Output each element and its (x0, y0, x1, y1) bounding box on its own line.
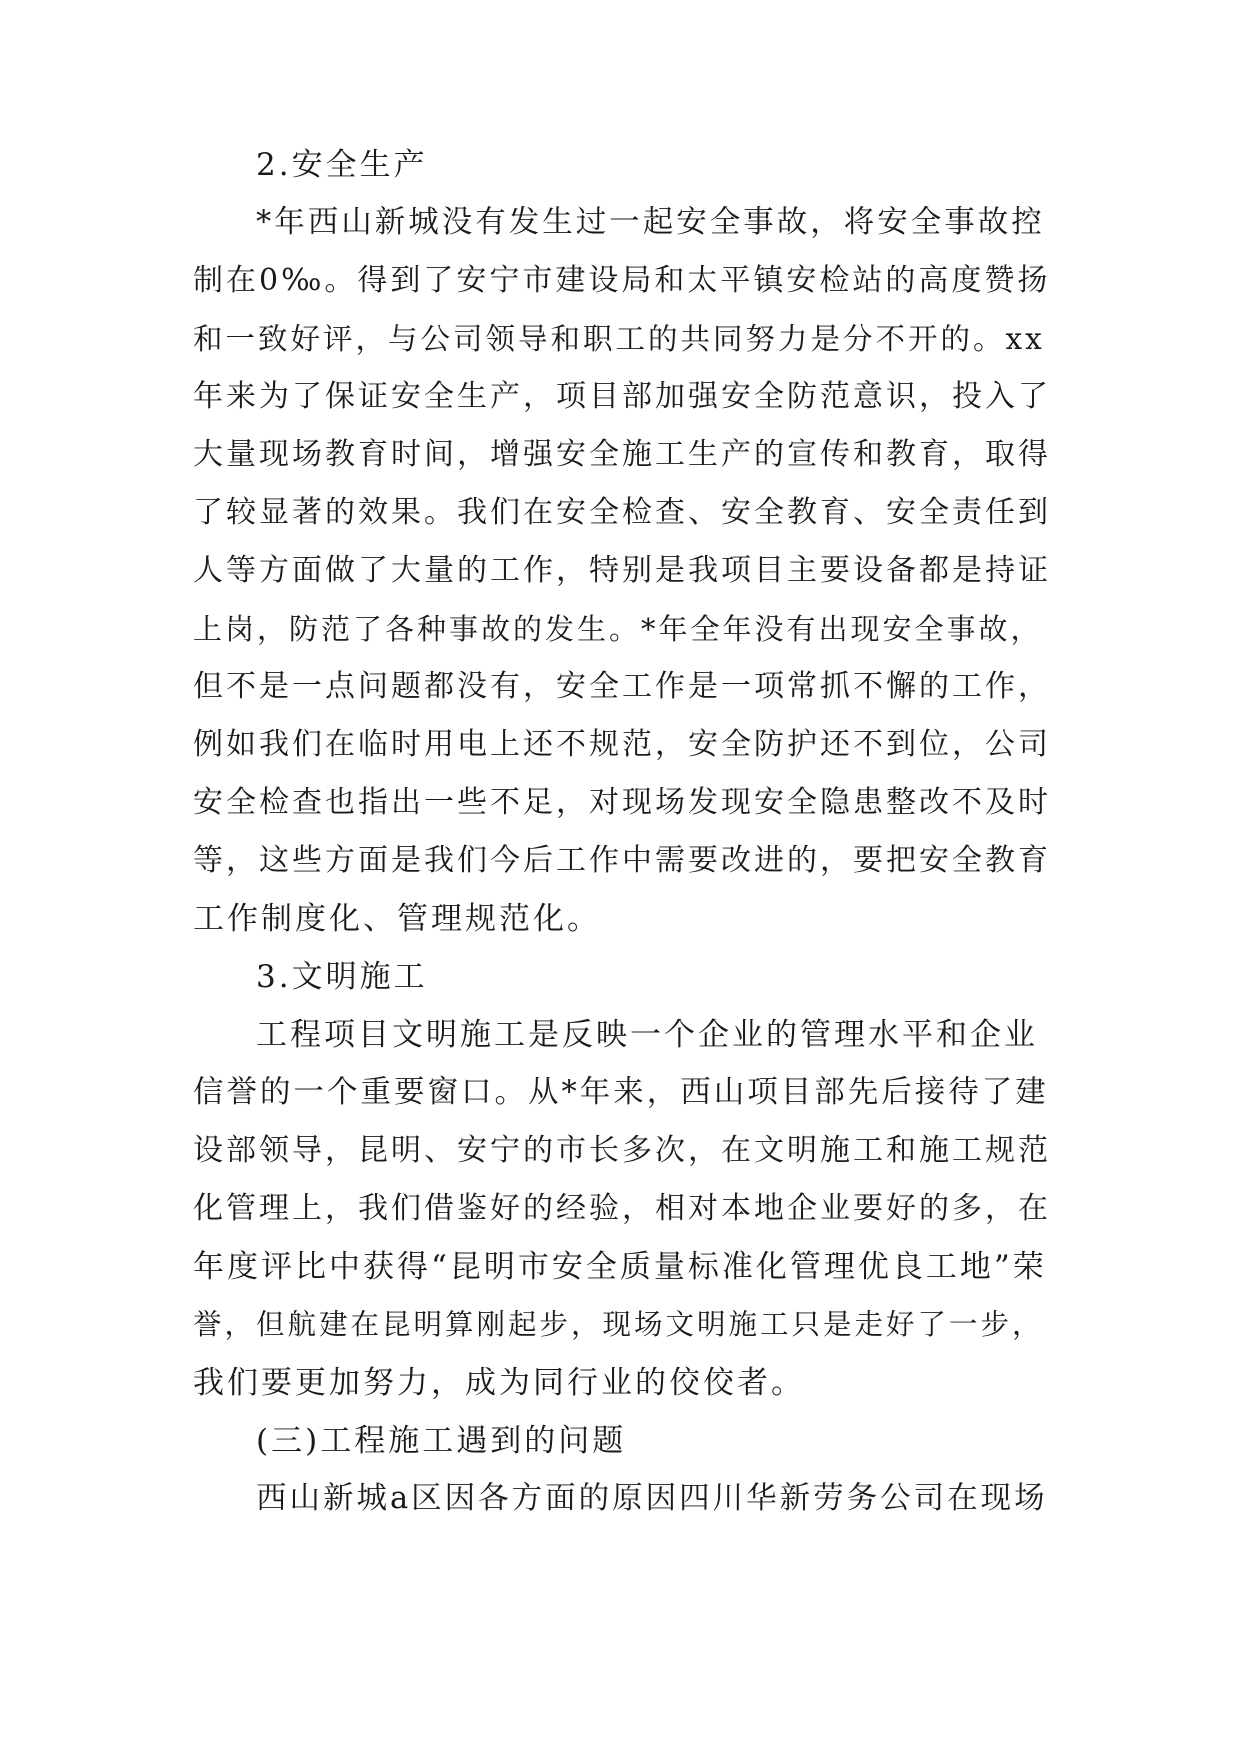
paragraph-line: 例如我们在临时用电上还不规范，安全防护还不到位，公司 (193, 727, 1051, 762)
paragraph-line: 制在0‰。得到了安宁市建设局和太平镇安检站的高度赞扬 (193, 263, 1051, 298)
paragraph-line: 大量现场教育时间，增强安全施工生产的宣传和教育，取得 (193, 437, 1051, 472)
paragraph-line: 年度评比中获得“昆明市安全质量标准化管理优良工地”荣 (193, 1249, 1047, 1285)
paragraph-line: 但不是一点问题都没有，安全工作是一项常抓不懈的工作， (193, 669, 1051, 704)
paragraph-line: 等，这些方面是我们今后工作中需要改进的，要把安全教育 (193, 843, 1051, 878)
paragraph-line: 上岗，防范了各种事故的发生。*年全年没有出现安全事故， (193, 612, 1043, 646)
section-heading-safety-production: 2.安全生产 (256, 147, 428, 183)
paragraph-line: 安全检查也指出一些不足，对现场发现安全隐患整改不及时 (193, 785, 1051, 820)
paragraph-line: 化管理上，我们借鉴好的经验，相对本地企业要好的多，在 (193, 1191, 1051, 1226)
section-heading-construction-problems: (三)工程施工遇到的问题 (256, 1423, 627, 1459)
paragraph-line: 了较显著的效果。我们在安全检查、安全教育、安全责任到 (193, 495, 1051, 530)
paragraph-line: 工程项目文明施工是反映一个企业的管理水平和企业 (256, 1017, 1038, 1053)
paragraph-line: 我们要更加努力，成为同行业的佼佼者。 (193, 1365, 805, 1401)
paragraph-line: 人等方面做了大量的工作，特别是我项目主要设备都是持证 (193, 553, 1051, 588)
paragraph-line: 西山新城a区因各方面的原因四川华新劳务公司在现场 (256, 1481, 1048, 1516)
section-heading-civilized-construction: 3.文明施工 (256, 959, 428, 995)
paragraph-line: *年西山新城没有发生过一起安全事故，将安全事故控 (256, 205, 1045, 240)
paragraph-line: 和一致好评，与公司领导和职工的共同努力是分不开的。xx (193, 322, 1045, 356)
paragraph-line: 设部领导，昆明、安宁的市长多次，在文明施工和施工规范 (193, 1133, 1051, 1168)
paragraph-line: 工作制度化、管理规范化。 (193, 901, 601, 937)
paragraph-line: 年来为了保证安全生产，项目部加强安全防范意识，投入了 (193, 379, 1051, 414)
paragraph-line: 誉，但航建在昆明算刚起步，现场文明施工只是走好了一步， (193, 1308, 1044, 1341)
paragraph-line: 信誉的一个重要窗口。从*年来，西山项目部先后接待了建 (193, 1075, 1049, 1110)
